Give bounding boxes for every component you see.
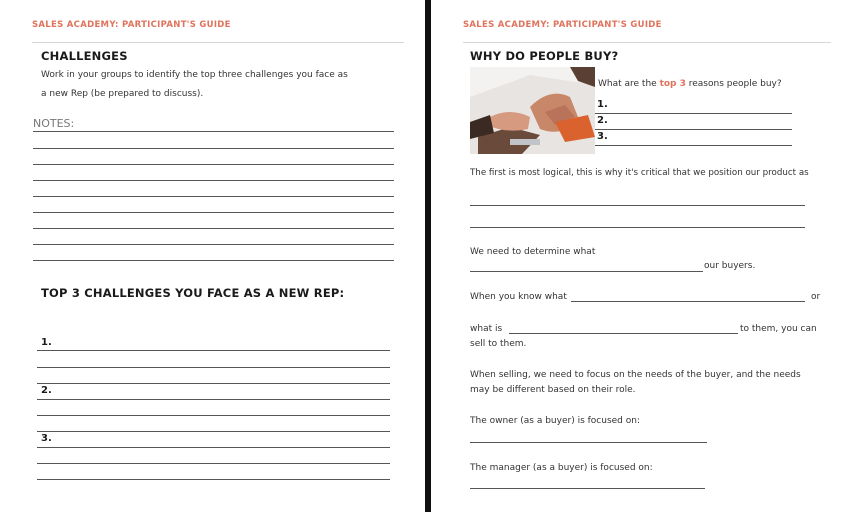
right-page [431, 0, 854, 512]
left-page-header: SALES ACADEMY: PARTICIPANT'S GUIDE [32, 20, 231, 30]
challenge-answer-line[interactable] [37, 383, 390, 384]
challenge-answer-line[interactable] [37, 479, 390, 480]
challenge-answer-line[interactable] [37, 431, 390, 432]
challenge-answer-line[interactable] [37, 447, 390, 448]
business-meeting-photo-icon [470, 67, 595, 154]
determine-text: We need to determine what [470, 247, 596, 257]
notes-line[interactable] [33, 131, 394, 132]
reason-answer-line[interactable] [595, 129, 792, 130]
notes-line[interactable] [33, 228, 394, 229]
reason-number-1: 1. [597, 99, 608, 110]
challenge-answer-line[interactable] [37, 367, 390, 368]
reason-answer-line[interactable] [595, 113, 792, 114]
or-text: or [811, 292, 821, 302]
owner-focus-text: The owner (as a buyer) is focused on: [470, 416, 640, 426]
question-pre-text: What are the [598, 79, 660, 89]
challenge-answer-line[interactable] [37, 399, 390, 400]
when-know-answer-line[interactable] [571, 301, 805, 302]
left-header-rule [32, 42, 404, 43]
challenge-answer-line[interactable] [37, 415, 390, 416]
notes-line[interactable] [33, 212, 394, 213]
right-header-rule [463, 42, 831, 43]
manager-answer-line[interactable] [470, 488, 705, 489]
notes-line[interactable] [33, 260, 394, 261]
challenges-title: CHALLENGES [41, 49, 128, 63]
why-buy-title: WHY DO PEOPLE BUY? [470, 49, 619, 63]
business-meeting-photo [470, 67, 595, 154]
challenge-answer-line[interactable] [37, 463, 390, 464]
challenges-instruction-line-1: Work in your groups to identify the top three challenges you face as [41, 70, 348, 80]
notes-line[interactable] [33, 180, 394, 181]
first-logical-text: The first is most logical, this is why it's critical that we position our product as [470, 168, 809, 178]
question-accent-text: top 3 [659, 79, 686, 89]
left-page [0, 0, 425, 512]
notes-line[interactable] [33, 148, 394, 149]
notes-line[interactable] [33, 196, 394, 197]
manager-focus-text: The manager (as a buyer) is focused on: [470, 463, 653, 473]
challenge-answer-line[interactable] [37, 350, 390, 351]
challenge-number-3: 3. [41, 433, 52, 444]
reason-answer-line[interactable] [595, 145, 792, 146]
sell-to-them-text: sell to them. [470, 339, 527, 349]
what-is-answer-line[interactable] [509, 333, 738, 334]
to-them-text: to them, you can [740, 324, 817, 334]
what-is-text: what is [470, 324, 503, 334]
owner-answer-line[interactable] [470, 442, 707, 443]
when-selling-text-line-2: may be different based on their role. [470, 385, 636, 395]
notes-line[interactable] [33, 244, 394, 245]
right-page-header: SALES ACADEMY: PARTICIPANT'S GUIDE [463, 20, 662, 30]
determine-answer-line[interactable] [470, 271, 703, 272]
when-selling-text-line-1: When selling, we need to focus on the needs of the buyer, and the needs [470, 370, 801, 380]
reason-number-3: 3. [597, 131, 608, 142]
reason-number-2: 2. [597, 115, 608, 126]
challenge-number-2: 2. [41, 385, 52, 396]
when-know-text: When you know what [470, 292, 567, 302]
top3-challenges-title: TOP 3 CHALLENGES YOU FACE AS A NEW REP: [41, 286, 345, 300]
position-answer-line[interactable] [470, 227, 805, 228]
notes-line[interactable] [33, 164, 394, 165]
notes-label: NOTES: [33, 117, 75, 130]
question-post-text: reasons people buy? [685, 79, 782, 89]
challenges-instruction-line-2: a new Rep (be prepared to discuss). [41, 89, 204, 99]
our-buyers-text: our buyers. [704, 261, 756, 271]
position-answer-line[interactable] [470, 205, 805, 206]
top3-question [598, 75, 782, 94]
challenge-number-1: 1. [41, 337, 52, 348]
